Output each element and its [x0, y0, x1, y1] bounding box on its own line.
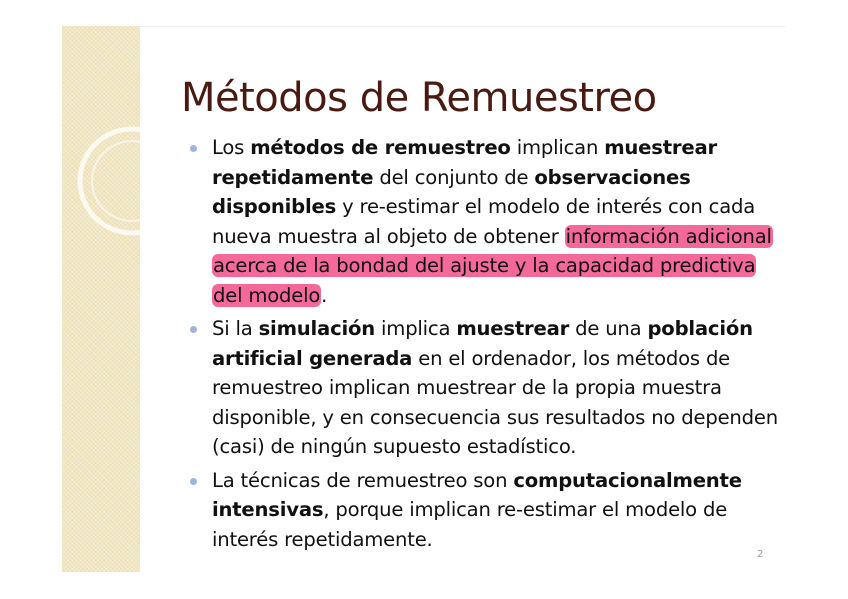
- bullet-text: Si la: [212, 317, 259, 340]
- bullet-text: .: [321, 283, 328, 307]
- bold-term: simulación: [258, 317, 376, 340]
- bullet-text: de una: [569, 317, 648, 340]
- bold-term: observaciones disponibles: [212, 165, 691, 218]
- bullet-item-simulation: [188, 314, 778, 462]
- page-number: 2: [757, 549, 764, 560]
- bold-term: métodos de remuestreo: [250, 136, 511, 159]
- bullet-list: [188, 133, 778, 558]
- bullet-text: implican: [510, 136, 605, 159]
- bold-term: muestrear repetidamente: [212, 136, 717, 189]
- bullet-text: , porque implican re-estimar el modelo de interés repetidamente.: [212, 498, 728, 551]
- top-divider: [140, 26, 785, 27]
- bullet-text: Los: [212, 136, 251, 159]
- bullet-text: implica: [375, 317, 457, 340]
- bullet-dot-icon: [190, 326, 197, 333]
- bold-term: computacionalmente intensivas: [212, 468, 742, 521]
- bullet-text: y re-estimar el modelo de interés con cada nueva muestra al objeto de obtener: [212, 195, 756, 248]
- bullet-dot-icon: [190, 478, 197, 485]
- bullet-text: en el ordenador, los métodos de remuestreo implican muestrear de la propia muestra disponible, y en consecuencia sus resultados no dependen (casi) de ningún supuesto estadístico.: [212, 346, 778, 458]
- bullet-item-computational: [188, 466, 778, 555]
- bullet-dot-icon: [190, 145, 197, 152]
- bullet-text: del conjunto de: [373, 165, 535, 189]
- highlighted-text: información adicional acerca de la bondad del ajuste y la capacidad predictiva del modelo: [213, 224, 772, 307]
- bullet-item-resampling-methods: [188, 133, 778, 310]
- slide-title: Métodos de Remuestreo: [181, 75, 657, 121]
- bold-term: muestrear: [456, 317, 570, 340]
- bold-term: población artificial generada: [212, 317, 753, 370]
- bullet-text: La técnicas de remuestreo son: [212, 468, 514, 492]
